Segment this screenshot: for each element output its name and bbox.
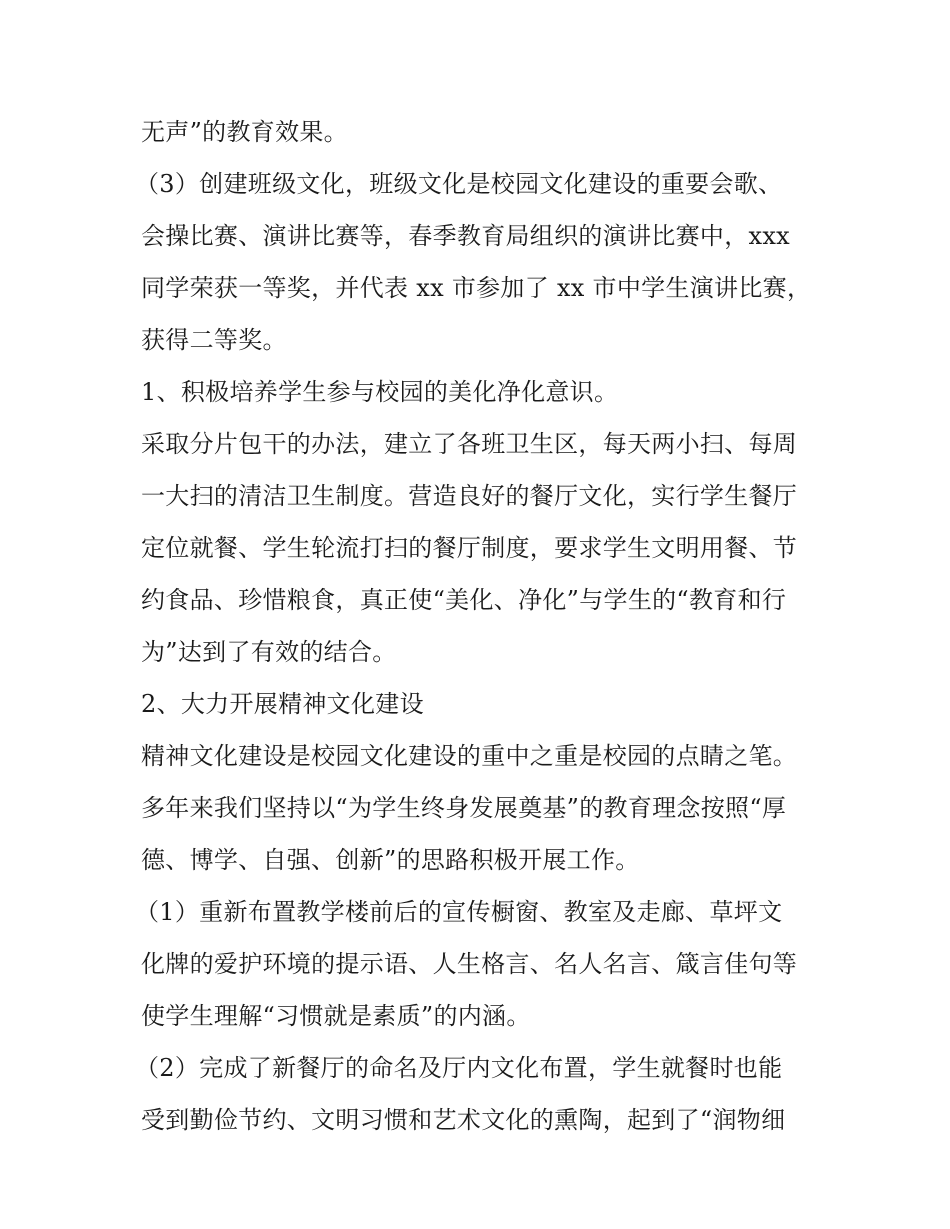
text-line: 获得二等奖。	[141, 326, 287, 354]
text-line: 化牌的爱护环境的提示语、人生格言、名人名言、箴言佳句等	[141, 950, 798, 978]
text-line: 一大扫的清洁卫生制度。营造良好的餐厅文化，实行学生餐厅	[141, 482, 798, 510]
text-line: 定位就餐、学生轮流打扫的餐厅制度，要求学生文明用餐、节	[141, 534, 798, 562]
text-line: 会操比赛、演讲比赛等，春季教育局组织的演讲比赛中，xxx	[141, 222, 791, 250]
text-line: 约食品、珍惜粮食，真正使“美化、净化”与学生的“教育和行	[141, 586, 787, 614]
text-line: 德、博学、自强、创新”的思路积极开展工作。	[141, 846, 640, 874]
text-line: 同学荣获一等奖，并代表 xx 市参加了 xx 市中学生演讲比赛，	[141, 274, 812, 302]
text-line: 为”达到了有效的结合。	[141, 638, 397, 666]
section-heading: 2、大力开展精神文化建设	[141, 690, 424, 718]
text-line: 受到勤俭节约、文明习惯和艺术文化的熏陶，起到了“润物细	[141, 1106, 786, 1134]
text-line: 多年来我们坚持以“为学生终身发展奠基”的教育理念按照“厚	[141, 794, 787, 822]
document-body	[135, 106, 821, 1146]
section-heading: 1、积极培养学生参与校园的美化净化意识。	[141, 378, 619, 406]
text-line: （3）创建班级文化，班级文化是校园文化建设的重要会歌、	[135, 170, 783, 198]
text-line: 无声”的教育效果。	[141, 118, 348, 146]
text-line: 使学生理解“习惯就是素质”的内涵。	[141, 1002, 531, 1030]
text-line: （2）完成了新餐厅的命名及厅内文化布置，学生就餐时也能	[135, 1054, 783, 1082]
text-line: 采取分片包干的办法，建立了各班卫生区，每天两小扫、每周	[141, 430, 798, 458]
text-line: 精神文化建设是校园文化建设的重中之重是校园的点睛之笔。	[141, 742, 798, 770]
text-line: （1）重新布置教学楼前后的宣传橱窗、教室及走廊、草坪文	[135, 898, 783, 926]
